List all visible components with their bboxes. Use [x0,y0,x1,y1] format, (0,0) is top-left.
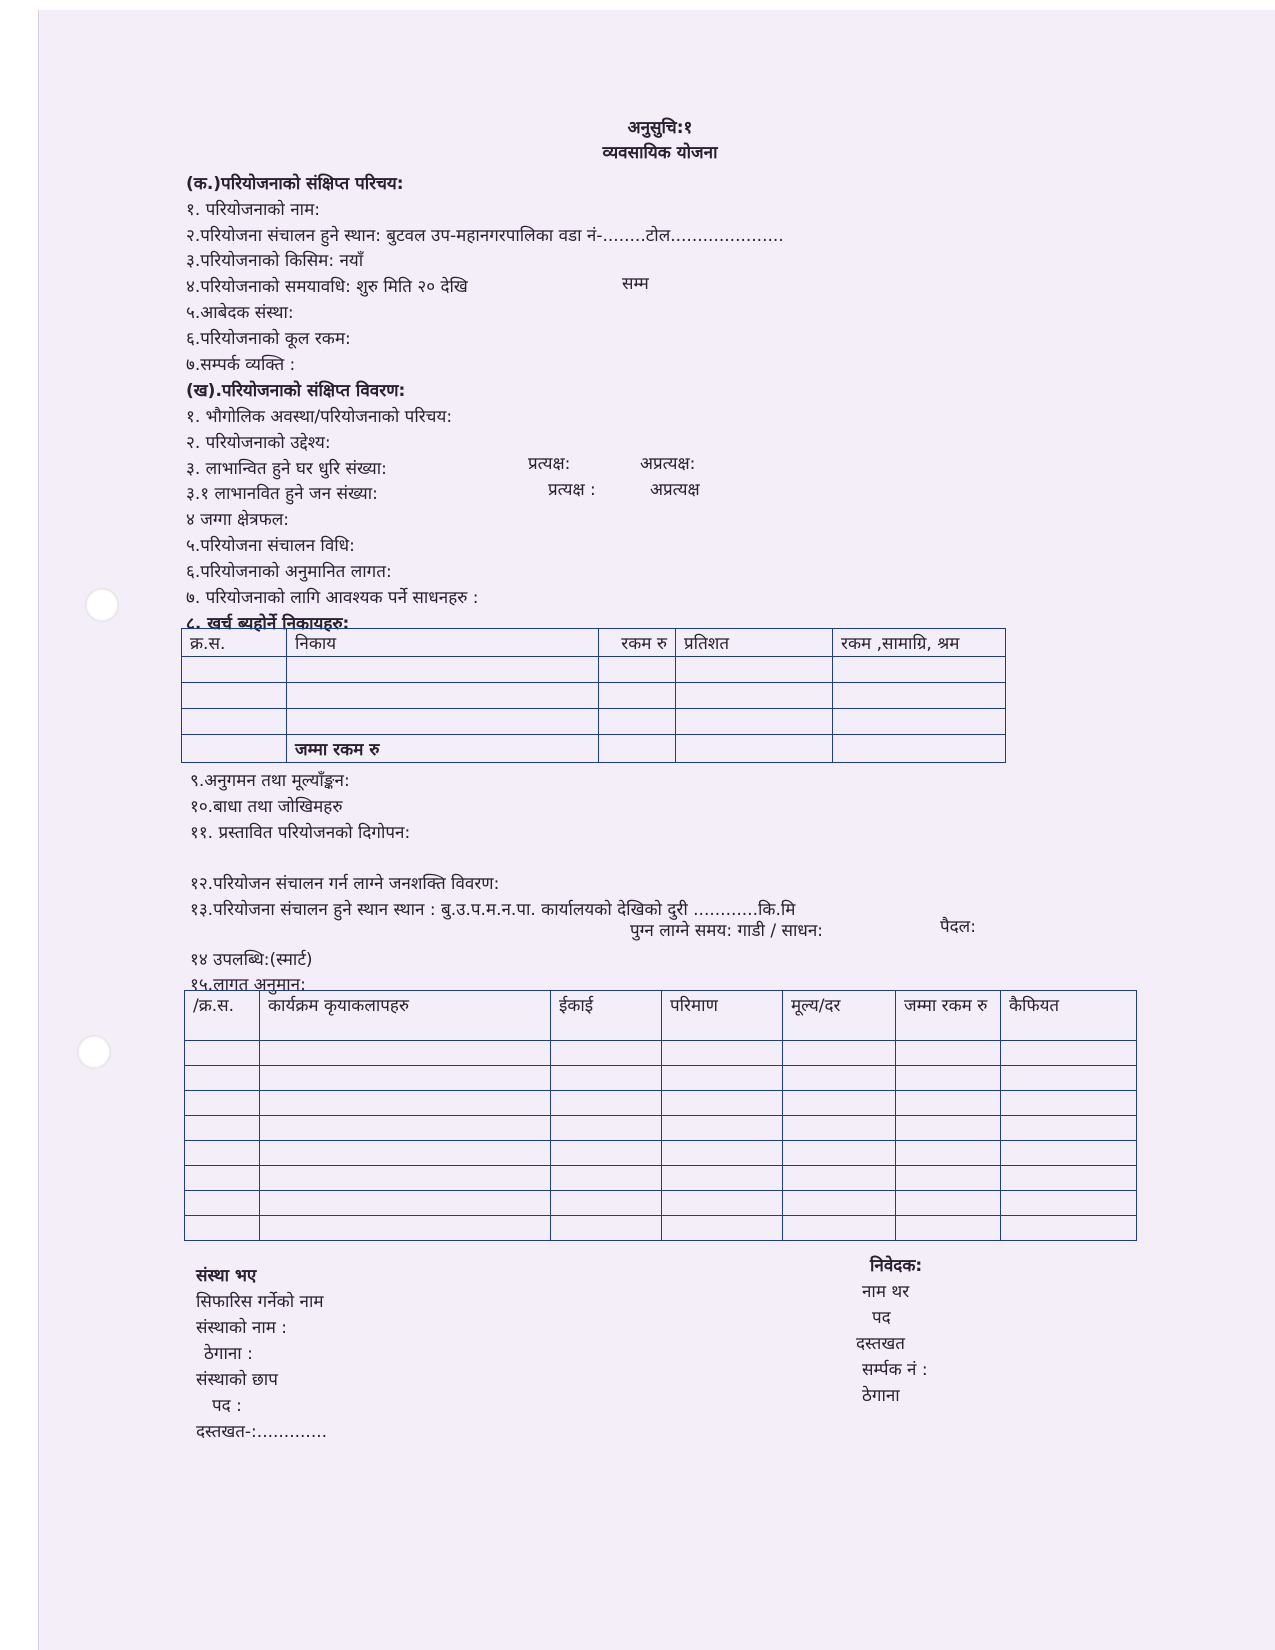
table-row [185,1141,1137,1166]
section-b-heading: (ख).परियोजनाको संक्षिप्त विवरण: [186,381,406,401]
households-direct: प्रत्यक्ष: [528,454,571,474]
project-duration-until: सम्म [622,274,649,294]
applicant-org-field: ५.आबेदक संस्था: [186,303,294,323]
punch-hole-top [85,588,119,622]
population-direct: प्रत्यक्ष : [548,480,596,500]
punch-hole-bottom [77,1035,111,1069]
applicant-address: ठेगाना [862,1386,900,1406]
section-a-heading: (क.)परियोजनाको संक्षिप्त परिचय: [186,174,404,194]
expense-col-percent: प्रतिशत [676,629,833,657]
org-position: पद : [212,1396,242,1416]
document-title: व्यवसायिक योजना [602,143,718,163]
manpower-field: १२.परियोजन संचालन गर्न लाग्ने जनशक्ति विवरण: [190,874,500,894]
cost-col-sn: /क्र.स. [185,991,260,1041]
cost-col-total: जम्मा रकम रु [896,991,1001,1041]
applicant-heading: निवेदक: [870,1256,923,1276]
table-row [182,657,1006,683]
org-heading: संस्था भए [196,1266,257,1286]
org-seal: संस्थाको छाप [196,1370,278,1390]
table-row [185,1041,1137,1066]
operation-method-field: ५.परियोजना संचालन विधि: [186,536,355,556]
cost-col-unit: ईकाई [551,991,662,1041]
cost-col-rate: मूल्य/दर [783,991,896,1041]
geography-field: १. भौगोलिक अवस्था/परियोजनाको परिचय: [186,407,453,427]
population-field: ३.१ लाभानवित हुने जन संख्या: [186,484,378,504]
expense-col-sn: क्र.स. [182,629,287,657]
applicant-position: पद [872,1308,891,1328]
expense-bodies-heading: ८. खर्च ब्यहोर्ने निकायहरु: [186,614,350,634]
sustainability-field: ११. प्रस्तावित परियोजनको दिगोपन: [190,823,411,843]
risks-field: १०.बाधा तथा जोखिमहरु [190,797,343,817]
table-row [182,683,1006,709]
walking-field: पैदल: [940,917,976,937]
expense-col-amount: रकम रु [599,629,676,657]
population-indirect: अप्रत्यक्ष [650,480,700,500]
table-row [185,1166,1137,1191]
households-indirect: अप्रत्यक्ष: [640,454,696,474]
travel-time-field: पुग्न लाग्ने समय: गाडी / साधन: [630,921,823,941]
contact-person-field: ७.सम्पर्क व्यक्ति : [186,355,296,375]
cost-col-quantity: परिमाण [662,991,783,1041]
project-duration-field: ४.परियोजनाको समयावधि: शुरु मिति २० देखि [186,277,468,297]
applicant-contact: सर्म्पक नं : [862,1360,928,1380]
distance-field: १३.परियोजना संचालन हुने स्थान स्थान : बु.उ.प.म.न.पा. कार्यालयको देखिको दुरी ............कि.मि [190,900,796,920]
project-type-field: ३.परियोजनाको किसिम: नयाँ [186,251,364,271]
applicant-signature: दस्तखत [856,1334,905,1354]
table-row [185,1091,1137,1116]
table-row [185,1216,1137,1241]
table-row [185,1066,1137,1091]
org-signature: दस्तखत-:............. [196,1422,328,1442]
schedule-label: अनुसुचि:१ [627,118,693,138]
expense-table [181,628,1006,763]
objective-field: २. परियोजनाको उद्देश्य: [186,433,331,453]
cost-col-activity: कार्यक्रम कृयाकलापहरु [260,991,551,1041]
achievements-field: १४ उपलब्धि:(स्मार्ट) [190,950,313,970]
table-row [185,1191,1137,1216]
recommender-name: सिफारिस गर्नेको नाम [196,1292,324,1312]
table-row [182,735,1006,763]
cost-table [184,990,1137,1241]
table-row [185,1116,1137,1141]
households-field: ३. लाभान्वित हुने घर धुरि संख्या: [186,459,387,479]
cost-col-remarks: कैफियत [1001,991,1137,1041]
table-row [182,709,1006,735]
expense-total-label: जम्मा रकम रु [287,735,599,763]
org-name: संस्थाको नाम : [196,1318,288,1338]
total-amount-field: ६.परियोजनाको कूल रकम: [186,329,351,349]
required-resources-field: ७. परियोजनाको लागि आवश्यक पर्ने साधनहरु : [186,588,479,608]
applicant-name: नाम थर [862,1282,910,1302]
land-area-field: ४ जग्गा क्षेत्रफल: [186,510,289,530]
cost-estimate-heading: १५.लागत अनुमान: [190,975,306,995]
expense-col-body: निकाय [287,629,599,657]
expense-col-type: रकम ,सामाग्रि, श्रम [833,629,1006,657]
project-name-field: १. परियोजनाको नाम: [186,200,320,220]
monitoring-field: ९.अनुगमन तथा मूल्याँङ्कन: [190,771,350,791]
org-address: ठेगाना : [204,1344,253,1364]
estimated-cost-field: ६.परियोजनाको अनुमानित लागत: [186,562,392,582]
project-location-field: २.परियोजना संचालन हुने स्थान: बुटवल उप-महानगरपालिका वडा नं-........टोल..................... [186,226,784,246]
